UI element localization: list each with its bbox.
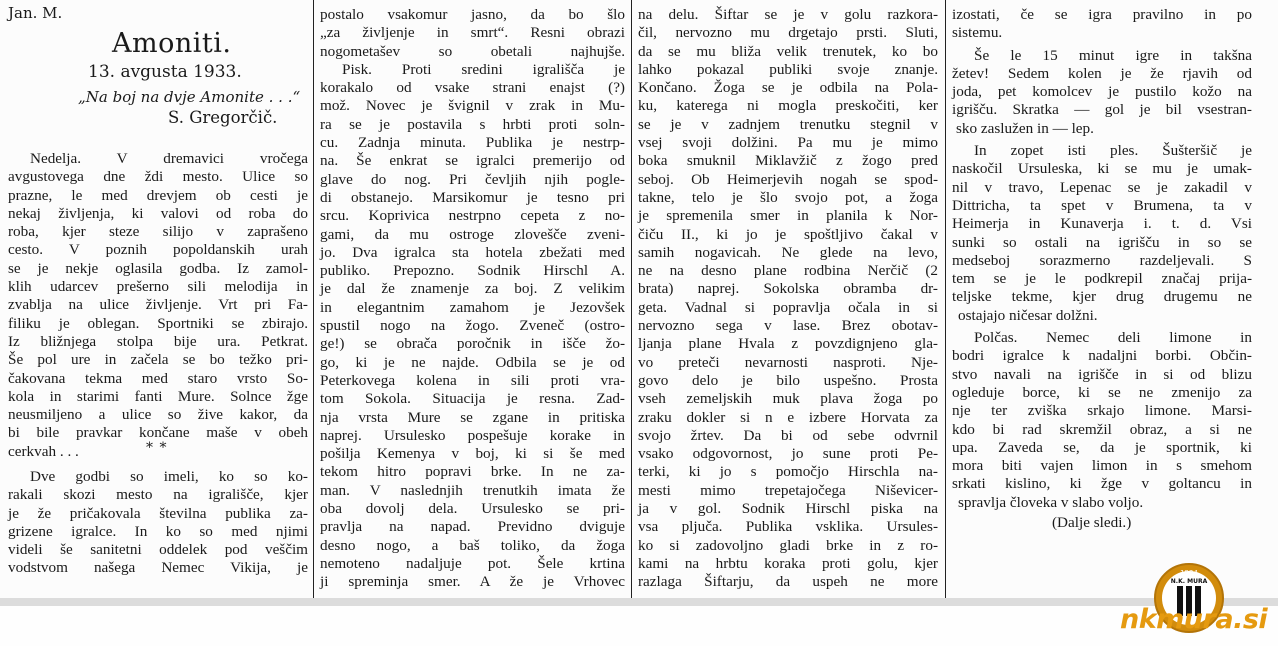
text-line: joda, pet komolcev je pustilo kožo na bbox=[952, 83, 1252, 101]
text-line: terki, ki jo s pomočjo Hirschla na- bbox=[638, 463, 938, 481]
text-line: kami na hrbtu koraka proti golu, kjer bbox=[638, 554, 938, 572]
text-line: vseh zemeljskih muk plava žoga po bbox=[638, 390, 938, 408]
text-line: vsa pljuča. Publika vsklika. Ursules- bbox=[638, 518, 938, 536]
text-line: „za življenje in smrt“. Resni obrazi bbox=[320, 24, 625, 42]
text-line: se je v zadnjem trenutku stegnil v bbox=[638, 115, 938, 133]
text-line: je že pričakovala številna publika za- bbox=[8, 504, 308, 522]
text-line: vodstvom našega Nemec Vikija, je bbox=[8, 559, 308, 577]
text-line: Nedelja. V dremavici vročega bbox=[30, 150, 308, 167]
text-line: nemoteno nadaljuje pot. Šele krtina bbox=[320, 554, 625, 572]
text-line: Končano. Žoga se je odbila na Pola- bbox=[638, 79, 938, 97]
text-line: kola in starimi fanti Mure. Solnce žge bbox=[8, 387, 308, 405]
text-line: Iz bližnjega stolpa bije ura. Petkrat. bbox=[8, 332, 308, 350]
article-date: 13. avgusta 1933. bbox=[88, 62, 242, 82]
column-divider bbox=[945, 0, 946, 598]
text-line: di obstanejo. Marsikomur je tesno pri bbox=[320, 188, 625, 206]
text-line: lahko pokazal publiki svoje znanje. bbox=[638, 60, 938, 78]
text-line: mož. Novec je švignil v zrak in Mu- bbox=[320, 97, 625, 115]
text-line: rakali skozi mesto na igrališče, kjer bbox=[8, 486, 308, 504]
text-line: je dal že znamenje za boj. Z velikim bbox=[320, 280, 625, 298]
text-line: ji spreminja smer. A že je Vrhovec bbox=[320, 573, 625, 591]
text-line: srcu. Koprivica nestrpno cepeta z no- bbox=[320, 207, 625, 225]
text-line: boka smuknil Miklavžič z žogo pred bbox=[638, 152, 938, 170]
text-line: izostati, če se igra pravilno in po bbox=[952, 6, 1252, 23]
text-line: vsej svoji dolžini. Pa mu je mimo bbox=[638, 134, 938, 152]
text-line: bodri igralce k nadaljni borbi. Občin- bbox=[952, 347, 1252, 365]
text-line: ljanja plane Hvala z povzdignjeno gla- bbox=[638, 335, 938, 353]
article-motto: „Na boj na dvje Amonite . . .“ bbox=[78, 88, 301, 106]
motto-author: S. Gregorčič. bbox=[168, 108, 278, 127]
text-line: medseboj sorazmerno razdeljevali. S bbox=[952, 251, 1252, 269]
logo-text: N.K. MURA bbox=[1170, 578, 1208, 585]
text-line: da se mu bliža velik trenutek, ko bo bbox=[638, 42, 938, 60]
paragraph-last-line: cerkvah . . . bbox=[8, 442, 79, 460]
text-line: nervozno sega v lase. Brez obotav- bbox=[638, 317, 938, 335]
text-line: zvablja na ulice življenje. Vrt pri Fa- bbox=[8, 296, 308, 314]
paragraph bbox=[952, 329, 1252, 494]
text-line: cu. Zadnja minuta. Publika je nestrp- bbox=[320, 134, 625, 152]
text-line: ne na desno plane rodbina Nerčič (2 bbox=[638, 262, 938, 280]
text-line: glave do nog. Pri čevljih njih pogle- bbox=[320, 170, 625, 188]
text-line: oba dovolj dela. Ursulesko se pri- bbox=[320, 500, 625, 518]
text-line: sunki so ostali na igrišču in so se bbox=[952, 233, 1252, 251]
text-line: mora biti vajen limon in s smehom bbox=[952, 457, 1252, 475]
text-line: nil v travo, Lepenac se je zakadil v bbox=[952, 178, 1252, 196]
column-divider bbox=[631, 0, 632, 598]
text-line: prazne, le med drevjem ob cesti je bbox=[8, 186, 308, 204]
text-line: jo. Dva igralca sta hotela zbežati med bbox=[320, 243, 625, 261]
text-line: pravlja na napad. Previdno dviguje bbox=[320, 518, 625, 536]
text-line: Heimerja in Kunaverja i. t. d. Vsi bbox=[952, 215, 1252, 233]
text-line: nekaj življenja, ki valovi od roba do bbox=[8, 204, 308, 222]
text-line: klih udarcev prešerno sili melodija in bbox=[8, 278, 308, 296]
text-line: roba, kjer steze silijo v zaprašeno bbox=[8, 223, 308, 241]
text-line: tem se je le podkrepil značaj prija- bbox=[952, 270, 1252, 288]
text-line: stvo navali na igrišče in si od blizu bbox=[952, 365, 1252, 383]
text-line: čakovana tekma med staro vrsto So- bbox=[8, 369, 308, 387]
text-line: ra se je postavila s hrbti proti soln- bbox=[320, 115, 625, 133]
article-title: Amoniti. bbox=[112, 28, 232, 59]
text-line: nje ter zviška srkajo limone. Marsi- bbox=[952, 402, 1252, 420]
text-line: pošilja Kemenya v boj, ki si še med bbox=[320, 445, 625, 463]
text-line: tom Sokola. Situacija je resna. Zad- bbox=[320, 390, 625, 408]
text-line: je spremenila smer in planila k Nor- bbox=[638, 207, 938, 225]
text-line: geta. Vadnal si popravlja očala in si bbox=[638, 298, 938, 316]
text-line: nja vrsta Mure se zgane in pritiska bbox=[320, 408, 625, 426]
text-line: igrišču. Skratka — gol je bil vsestran- bbox=[952, 101, 1252, 119]
paragraph-last-line: ostajajo ničesar dolžni. bbox=[958, 306, 1098, 324]
text-line: postalo vsakomur jasno, da bo šlo bbox=[320, 6, 625, 23]
text-line: seboj. Ob Heimerjevih nogah se spod- bbox=[638, 170, 938, 188]
site-watermark: nkmura.si bbox=[1120, 604, 1268, 635]
text-line: čil, nervozno mu drgetajo prsti. Sluti, bbox=[638, 24, 938, 42]
text-line: vsako odgovornost, jo sune proti Pe- bbox=[638, 445, 938, 463]
text-line: man. V naslednjih trenutkih imata že bbox=[320, 481, 625, 499]
scan-edge bbox=[0, 598, 1278, 606]
paragraph-last-line: sistemu. bbox=[952, 24, 1003, 42]
text-line: na. Še enkrat se igralci premerijo od bbox=[320, 152, 625, 170]
paragraph bbox=[638, 6, 938, 592]
text-line: vo preteči nevarnosti nasproti. Nje- bbox=[638, 353, 938, 371]
text-line: bi bile pravkar končane maše v obeh bbox=[8, 424, 308, 442]
text-line: cesto. V poznih popoldanskih urah bbox=[8, 241, 308, 259]
text-line: grizene igralce. In ko so med njimi bbox=[8, 522, 308, 540]
text-line: brata) naprej. Sokolska obramba dr- bbox=[638, 280, 938, 298]
text-line: upa. Zaveda se, da je sportnik, ki bbox=[952, 438, 1252, 456]
text-line: Še pol ure in začela se bo težko pri- bbox=[8, 351, 308, 369]
text-line: Dve godbi so imeli, ko so ko- bbox=[30, 468, 308, 485]
text-line: naprej. Ursulesko pospešuje korake in bbox=[320, 426, 625, 444]
text-line: korakalo od vsake strani enajst (?) bbox=[320, 79, 625, 97]
text-line: avgustovega dne ždi mesto. Ulice so bbox=[8, 168, 308, 186]
text-line: mesti mimo trepetajočega Niševicer- bbox=[638, 481, 938, 499]
text-line: zraku dokler si n e izbere Horvata za bbox=[638, 408, 938, 426]
column-1 bbox=[8, 150, 308, 461]
byline: Jan. M. bbox=[8, 4, 63, 22]
text-line: govo delo je bilo uspešno. Prosta bbox=[638, 371, 938, 389]
text-line: žetev! Sedem kolen je že rjavih od bbox=[952, 64, 1252, 82]
text-line: publiko. Prepozno. Sodnik Hirschl A. bbox=[320, 262, 625, 280]
paragraph bbox=[320, 61, 625, 592]
text-line: In zopet isti ples. Šušteršič je bbox=[974, 142, 1252, 160]
text-line: nogometašev so obetali najhujše. bbox=[320, 42, 625, 60]
paragraph bbox=[952, 47, 1252, 120]
paragraph bbox=[952, 142, 1252, 307]
column-2 bbox=[320, 6, 625, 592]
paragraph bbox=[8, 468, 308, 578]
paragraph bbox=[8, 150, 308, 443]
text-line: Še le 15 minut igre in takšna bbox=[974, 46, 1252, 64]
text-line: svojo žrtev. Da bi od sebe odvrnil bbox=[638, 426, 938, 444]
text-line: takne, telo je šlo svojo pot, a žoga bbox=[638, 188, 938, 206]
paragraph-last-line: spravlja človeka v slabo voljo. bbox=[958, 493, 1144, 511]
paragraph-last-line: sko zaslužen in — lep. bbox=[956, 119, 1094, 137]
column-4 bbox=[952, 6, 1252, 532]
text-line: Peterkovega kolena in sili proti vra- bbox=[320, 371, 625, 389]
text-line: razlaga Šiftarju, da uspeh ne more bbox=[638, 573, 938, 591]
text-line: ge!) se obrača poročnik in išče žo- bbox=[320, 335, 625, 353]
text-line: ja v gol. Sodnik Hirschl piska na bbox=[638, 500, 938, 518]
text-line: Pisk. Proti sredini igrališča je bbox=[342, 60, 625, 78]
text-line: tekom hitro popravi brke. In ne za- bbox=[320, 463, 625, 481]
text-line: ogleduje borce, ki se ne zmenijo za bbox=[952, 383, 1252, 401]
text-line: ko si zadovoljno gladi brke in z ro- bbox=[638, 536, 938, 554]
text-line: spustil nogo na žogo. Zveneč (ostro- bbox=[320, 317, 625, 335]
text-line: čiču II., ki jo je spoštljivo čakal v bbox=[638, 225, 938, 243]
column-divider bbox=[313, 0, 314, 598]
text-line: go, ki je ne najde. Odbila se je od bbox=[320, 353, 625, 371]
text-line: teljske tekme, kjer drug drugemu ne bbox=[952, 288, 1252, 306]
text-line: neusmiljeno a ulice so žive kakor, da bbox=[8, 406, 308, 424]
text-line: se je nekje oglasila godba. Iz zamol- bbox=[8, 259, 308, 277]
text-line: ku, katerega ni mogla preskočiti, ker bbox=[638, 97, 938, 115]
text-line: videli še sanitetni oddelek pod veščim bbox=[8, 541, 308, 559]
paragraph bbox=[952, 6, 1252, 24]
text-line: naskočil Ursuleska, ki se mu je umak- bbox=[952, 160, 1252, 178]
section-separator: * * bbox=[146, 440, 168, 456]
text-line: filiku je oblegan. Sportniki se zbirajo. bbox=[8, 314, 308, 332]
text-line: samih nogavicah. Ne glede na levo, bbox=[638, 243, 938, 261]
text-line: Dittricha, ta spet v Brumena, ta v bbox=[952, 196, 1252, 214]
text-line: kdo bi rad skremžil obraz, a si ne bbox=[952, 420, 1252, 438]
text-line: desno nogo, a baš toliko, da žoga bbox=[320, 536, 625, 554]
column-1-part-2 bbox=[8, 468, 308, 578]
text-line: na delu. Šiftar se je v golu razkora- bbox=[638, 6, 938, 23]
column-3 bbox=[638, 6, 938, 592]
paragraph bbox=[320, 6, 625, 61]
text-line: Polčas. Nemec deli limone in bbox=[974, 329, 1252, 347]
closing-note: (Dalje sledi.) bbox=[1052, 514, 1132, 532]
text-line: srkati kislino, ki žge v goltancu in bbox=[952, 475, 1252, 493]
logo-year: 1924 bbox=[1180, 569, 1198, 577]
text-line: in elegantnim zamahom je Jezovšek bbox=[320, 298, 625, 316]
text-line: gami, da mu ostroge zlovešče zveni- bbox=[320, 225, 625, 243]
